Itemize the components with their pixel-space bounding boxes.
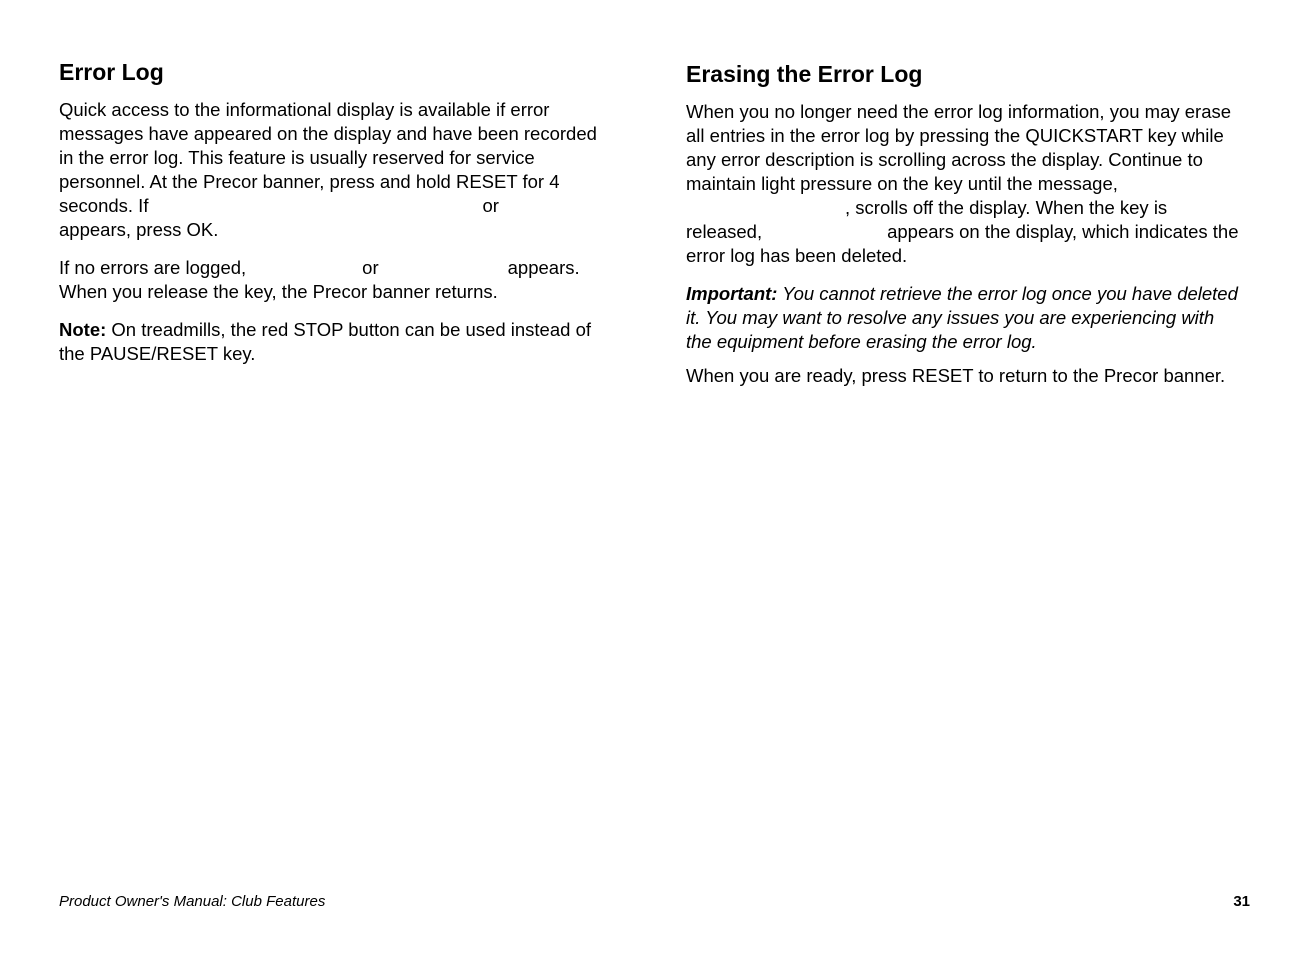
left-column bbox=[59, 58, 619, 380]
text-fragment: appears. bbox=[507, 257, 580, 278]
text-line: messages have appeared on the display and have been recorded bbox=[59, 123, 597, 144]
text-fragment: or bbox=[482, 195, 499, 216]
error-log-paragraph-1 bbox=[59, 98, 619, 242]
section-heading-erasing-error-log: Erasing the Error Log bbox=[686, 61, 923, 87]
text-line: the equipment before erasing the error log. bbox=[686, 331, 1037, 352]
text-line bbox=[686, 196, 1261, 220]
text-line bbox=[686, 220, 1261, 244]
text-line bbox=[59, 194, 619, 218]
text-line: maintain light pressure on the key until the message, bbox=[686, 173, 1118, 194]
text-line bbox=[59, 256, 619, 280]
text-line: Quick access to the informational display is available if error bbox=[59, 99, 550, 120]
note-paragraph bbox=[59, 318, 619, 366]
text-fragment: On treadmills, the red STOP button can be used instead of bbox=[106, 319, 591, 340]
text-line: When you no longer need the error log information, you may erase bbox=[686, 101, 1232, 122]
text-line: When you are ready, press RESET to return to the Precor banner. bbox=[686, 365, 1226, 386]
important-label: Important: bbox=[686, 283, 778, 304]
text-line: in the error log. This feature is usually reserved for service bbox=[59, 147, 535, 168]
important-paragraph bbox=[686, 282, 1261, 354]
text-line: personnel. At the Precor banner, press and hold RESET for 4 bbox=[59, 171, 560, 192]
text-fragment: You cannot retrieve the error log once you have deleted bbox=[777, 283, 1238, 304]
text-line: the PAUSE/RESET key. bbox=[59, 343, 256, 364]
footer-title: Product Owner's Manual: Club Features bbox=[59, 893, 326, 910]
section-heading-error-log: Error Log bbox=[59, 59, 164, 85]
text-fragment: appears on the display, which indicates the bbox=[887, 221, 1239, 242]
text-line: any error description is scrolling across the display. Continue to bbox=[686, 149, 1203, 170]
text-line: it. You may want to resolve any issues you are experiencing with bbox=[686, 307, 1215, 328]
text-fragment: released, bbox=[686, 221, 763, 242]
ready-paragraph bbox=[686, 364, 1261, 388]
text-line bbox=[686, 282, 1261, 306]
text-line: When you release the key, the Precor banner returns. bbox=[59, 281, 498, 302]
text-fragment: seconds. If bbox=[59, 195, 149, 216]
text-fragment: If no errors are logged, bbox=[59, 257, 247, 278]
right-column bbox=[686, 58, 1261, 402]
text-fragment: or bbox=[362, 257, 379, 278]
note-label: Note: bbox=[59, 319, 107, 340]
text-line: all entries in the error log by pressing the QUICKSTART key while bbox=[686, 125, 1224, 146]
erasing-paragraph-1 bbox=[686, 100, 1261, 268]
text-line: appears, press OK. bbox=[59, 219, 219, 240]
text-fragment: , scrolls off the display. When the key is bbox=[845, 197, 1168, 218]
text-line: error log has been deleted. bbox=[686, 245, 908, 266]
error-log-paragraph-2 bbox=[59, 256, 619, 304]
text-line bbox=[59, 318, 619, 342]
page-number: 31 bbox=[1233, 893, 1250, 910]
